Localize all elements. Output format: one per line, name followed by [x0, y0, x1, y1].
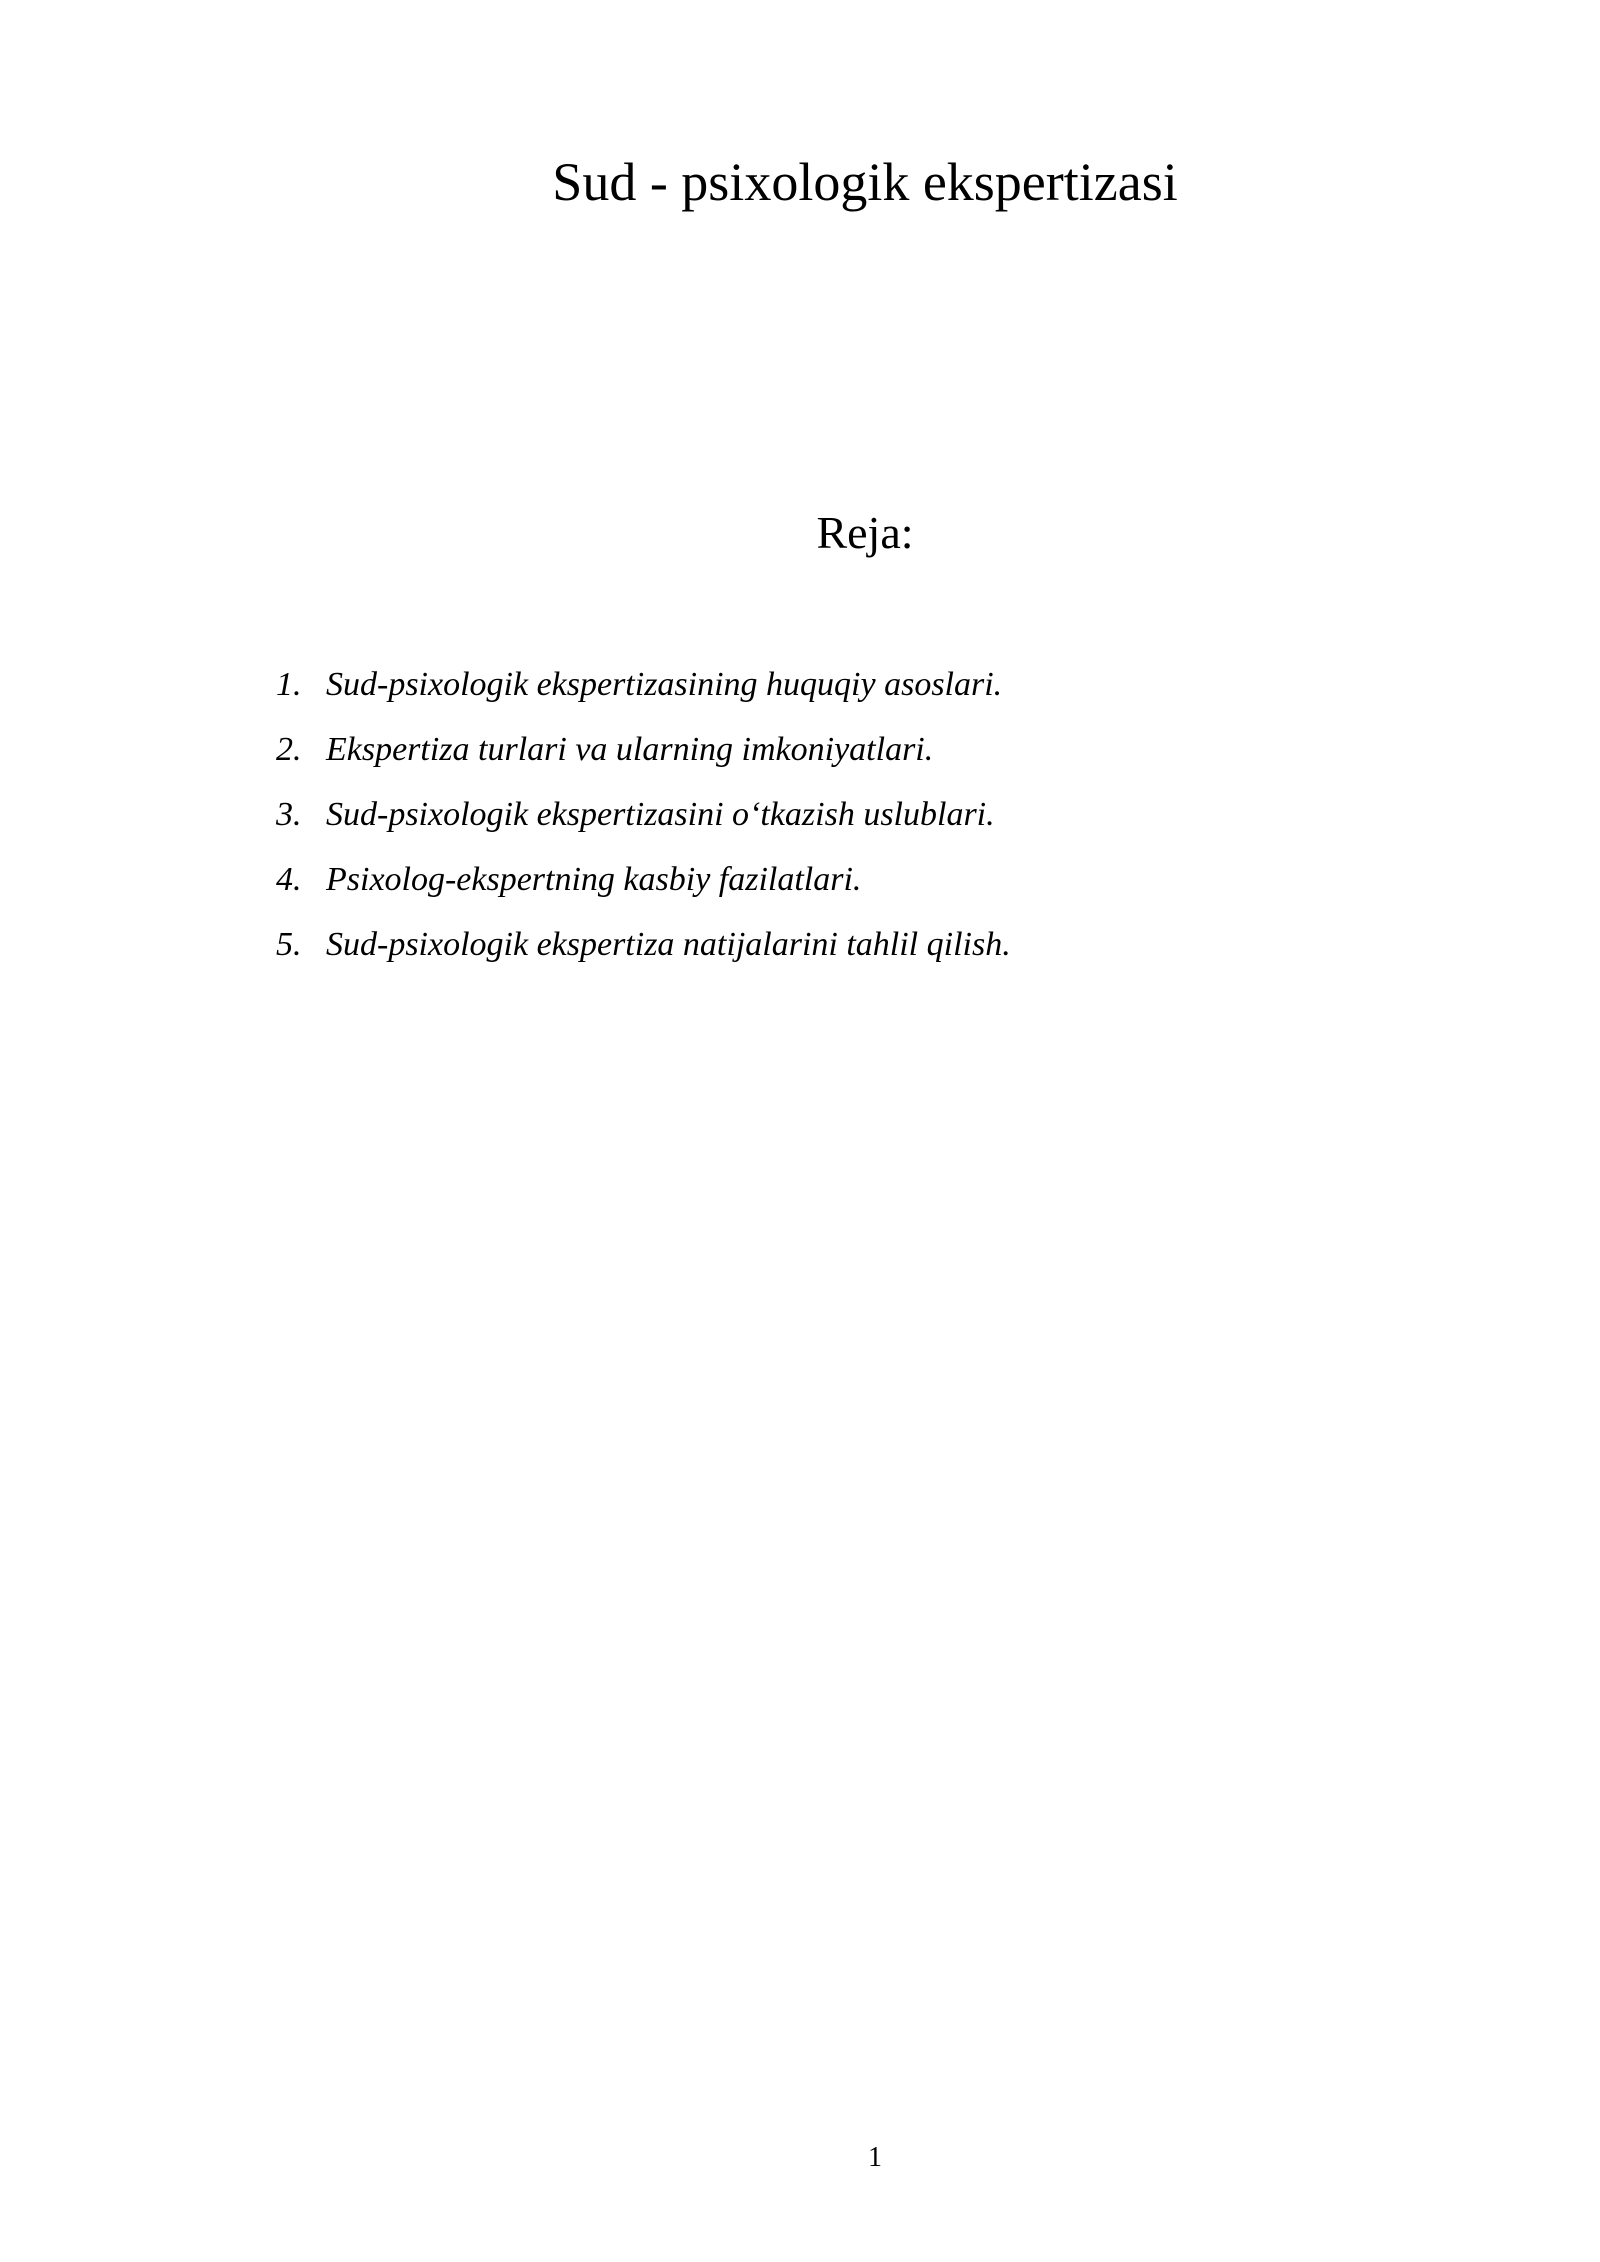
- plan-item: [276, 652, 1011, 717]
- plan-item-number: 5.: [276, 926, 302, 963]
- plan-heading: Reja:: [816, 507, 914, 558]
- plan-item-text: Sud-psixologik ekspertizasini o‘tkazish uslublari.: [326, 796, 995, 833]
- document-title: Sud - psixologik ekspertizasi: [552, 152, 1178, 212]
- plan-item: [276, 782, 1011, 847]
- plan-item-number: 2.: [276, 731, 302, 768]
- plan-item-number: 1.: [276, 666, 302, 703]
- plan-item-text: Sud-psixologik ekspertiza natijalarini tahlil qilish.: [326, 926, 1011, 963]
- plan-item: [276, 847, 1011, 912]
- plan-item-text: Ekspertiza turlari va ularning imkoniyatlari.: [326, 731, 934, 768]
- plan-item: [276, 717, 1011, 782]
- plan-item-number: 4.: [276, 861, 302, 898]
- plan-item-text: Psixolog-ekspertning kasbiy fazilatlari.: [326, 861, 862, 898]
- plan-item-number: 3.: [276, 796, 302, 833]
- plan-item-text: Sud-psixologik ekspertizasining huquqiy asoslari.: [326, 666, 1003, 703]
- page-number: 1: [868, 2142, 882, 2173]
- plan-list: [276, 652, 1011, 977]
- plan-item: [276, 912, 1011, 977]
